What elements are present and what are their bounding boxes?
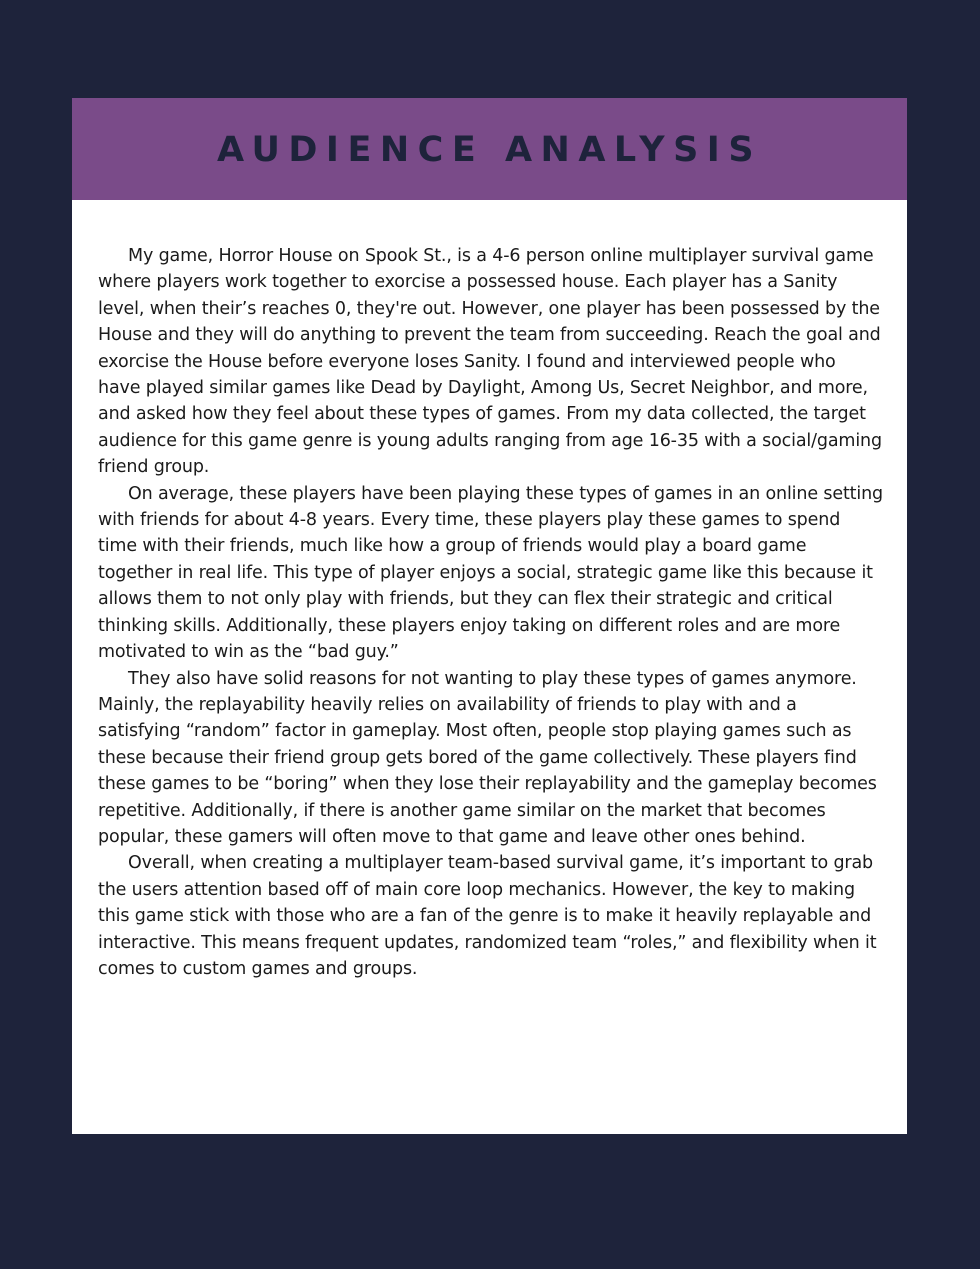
page-title: AUDIENCE ANALYSIS [216,130,763,170]
paragraph-1: My game, Horror House on Spook St., is a 4-6 person online multiplayer survival game where players work together to exorcise a possessed house. Each player has a Sanity level, when their’s reaches 0, they're out. However, one player has been possessed by the House and they will do anything to prevent the team from succeeding. Reach the goal and exorcise the House before everyone loses Sanity. I found and interviewed people who have played similar games like Dead by Daylight, Among Us, Secret Neighbor, and more, and asked how they feel about these types of games. From my data collected, the target audience for this game genre is young adults ranging from age 16-35 with a social/gaming friend group. [98,246,882,478]
title-banner [72,98,907,200]
document-card [72,98,907,1134]
body-text [98,243,883,982]
paragraph-2: On average, these players have been playing these types of games in an online setting with friends for about 4-8 years. Every time, these players play these games to spend time with their friends, much like how a group of friends would play a board game together in real life. This type of player enjoys a social, strategic game like this because it allows them to not only play with friends, but they can flex their strategic and critical thinking skills. Additionally, these players enjoy taking on different roles and are more motivated to win as the “bad guy.” [98,483,883,663]
paragraph-4: Overall, when creating a multiplayer team-based survival game, it’s important to grab the users attention based off of main core loop mechanics. However, the key to making this game stick with those who are a fan of the genre is to make it heavily replayable and interactive. This means frequent updates, randomized team “roles,” and flexibility when it comes to custom games and groups. [98,853,877,979]
paragraph-3: They also have solid reasons for not wanting to play these types of games anymore. Mainly, the replayability heavily relies on availability of friends to play with and a satisfying “random” factor in gameplay. Most often, people stop playing games such as these because their friend group gets bored of the game collectively. These players find these games to be “boring” when they lose their replayability and the gameplay becomes repetitive. Additionally, if there is another game similar on the market that becomes popular, these gamers will often move to that game and leave other ones behind. [98,668,877,847]
